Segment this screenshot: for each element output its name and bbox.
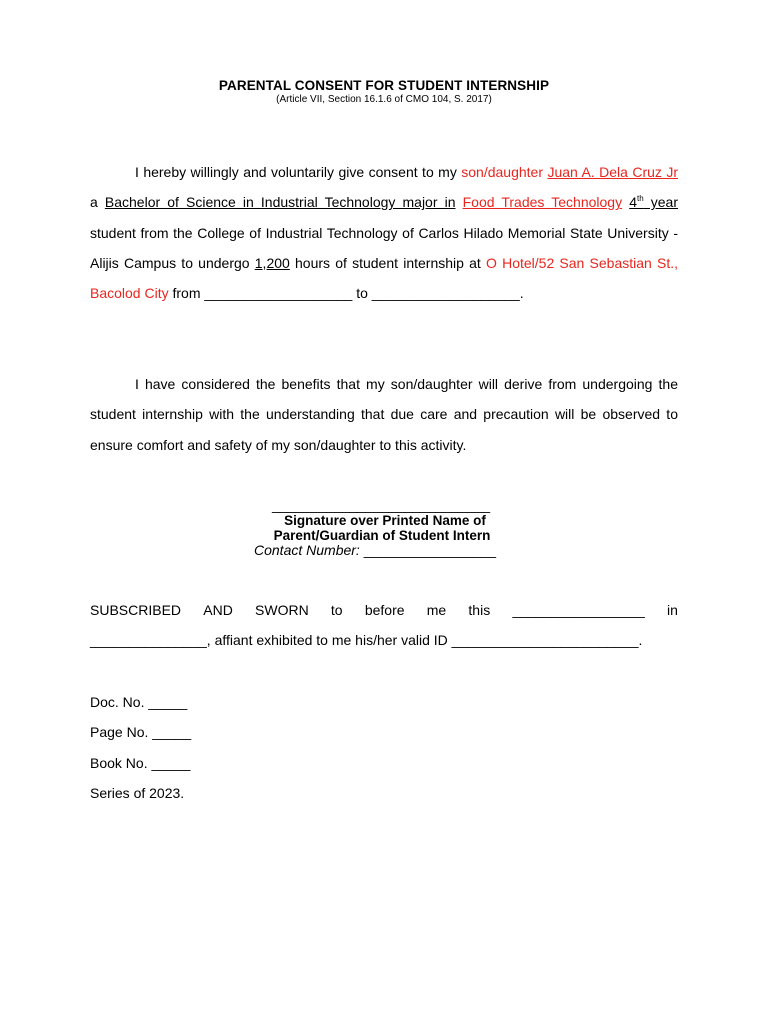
date-range-blanks: from ___________________ to ___________________. (168, 285, 524, 302)
document-subtitle: (Article VII, Section 16.1.6 of CMO 104, S. 2017) (276, 94, 492, 105)
internship-hours: 1,200 (254, 254, 290, 271)
son-daughter-text: son/daughter (461, 164, 543, 180)
consent-lead-text: I hereby willingly and voluntarily give consent to my (135, 164, 462, 180)
jurat-paragraph (90, 595, 678, 656)
notarial-register (90, 687, 191, 808)
contact-number-blank: _________________ (359, 542, 497, 558)
page-number: Page No. _____ (90, 724, 192, 741)
contact-number-label: Contact Number: (254, 542, 360, 558)
document-title: PARENTAL CONSENT FOR STUDENT INTERNSHIP (218, 78, 550, 93)
college-text: student from the College of Industrial Technology of Carlos Hilado Memorial State University - Alijis Campus to undergo (90, 224, 678, 271)
internship-place: O Hotel/52 San Sebastian St., Bacolod City (90, 254, 679, 302)
benefits-paragraph (90, 369, 678, 460)
series-year: Series of 2023. (90, 784, 185, 801)
program-name: Bachelor of Science in Industrial Technology major in (104, 194, 456, 211)
student-name: Juan A. Dela Cruz Jr (547, 164, 678, 180)
signature-line: ____________________________ (272, 497, 491, 513)
jurat-line2: _______________, affiant exhibited to me his/her valid ID ________________________. (90, 632, 643, 649)
benefits-text: I have considered the benefits that my son/daughter will derive from undergoing the student internship with the understanding that due care and precaution will be observed to ensure comfort and safety of my son/daughter to this activity. (90, 376, 678, 453)
signature-label-line2: Parent/Guardian of Student Intern (273, 528, 491, 543)
signature-label-line1: Signature over Printed Name of (284, 513, 486, 528)
year-level: 4th year (629, 194, 679, 211)
consent-paragraph: I hereby willingly and voluntarily give consent to my son/daughter Juan A. Dela Cruz Jr a Bachelor of Science in Industrial Technology major in Food Trades Technology 4th year student from the College of Industrial Technology of Carlos Hilado Memorial State University - Alijis Campus to undergo 1,200 hours of student internship at O Hotel/52 San Sebastian St., Bacolod City from ___________________ to ___________________. (90, 164, 679, 302)
major-name: Food Trades Technology (462, 194, 623, 211)
book-number: Book No. _____ (90, 754, 191, 771)
doc-number: Doc. No. _____ (90, 694, 188, 710)
jurat-line1: SUBSCRIBED AND SWORN to before me this _________________ in (90, 602, 678, 618)
contact-number-field (254, 542, 496, 558)
